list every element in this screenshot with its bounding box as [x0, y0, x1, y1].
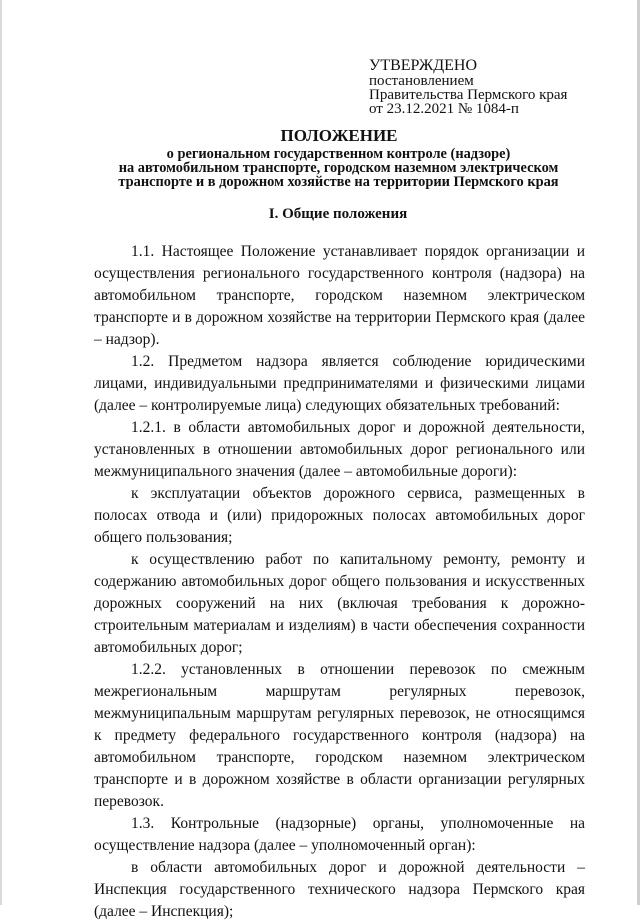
approval-date-number: от 23.12.2021 № 1084-п — [369, 101, 519, 117]
paragraph: 1.1. Настоящее Положение устанавливает порядок организации и осуществления регионального государственного контроля (надзора) на автомобильном транспорте, городском наземном электрическом транспорте и в дорожном хозяйстве на территории Пермского края (далее – надзор). — [94, 243, 585, 348]
approval-heading: УТВЕРЖДЕНО — [369, 57, 478, 74]
section-heading: I. Общие положения — [268, 206, 408, 222]
approval-stamp — [369, 57, 567, 116]
paragraph: к эксплуатации объектов дорожного сервиса, размещенных в полосах отвода и (или) придорожных полосах автомобильных дорог общего пользования; — [94, 485, 585, 546]
approval-line: Правительства Пермского края — [369, 87, 568, 103]
approval-line: постановлением — [369, 73, 474, 89]
paragraph: 1.3. Контрольные (надзорные) органы, уполномоченные на осуществление надзора (далее – уполномоченный орган): — [94, 815, 585, 854]
paragraph: 1.2.1. в области автомобильных дорог и дорожной деятельности, установленных в отношении автомобильных дорог регионального или межмуниципального значения (далее – автомобильные дороги): — [94, 419, 585, 480]
document-subtitle — [91, 147, 586, 189]
paragraph: 1.2.2. установленных в отношении перевозок по смежным межрегиональным маршрутам регулярных перевозок, межмуниципальным маршрутам регулярных перевозок, не относящимся к предмету федерального государственного контроля (надзора) на автомобильном транспорте, городском наземном электрическом транспорте и в дорожном хозяйстве в области организации регулярных перевозок. — [94, 661, 585, 810]
document-title: ПОЛОЖЕНИЕ — [280, 126, 398, 145]
subtitle-line: о региональном государственном контроле (надзоре) — [166, 146, 511, 162]
paragraph: 1.2. Предметом надзора является соблюдение юридическими лицами, индивидуальными предпринимателями и физическими лицами (далее – контролируемые лица) следующих обязательных требований: — [94, 353, 585, 414]
paragraph: к осуществлению работ по капитальному ремонту, ремонту и содержанию автомобильных дорог общего пользования и искусственных дорожных сооружений на них (включая требования к дорожно-строительным материалам и изделиям) в части обеспечения сохранности автомобильных дорог; — [94, 551, 585, 656]
subtitle-line: транспорте и в дорожном хозяйстве на территории Пермского края — [118, 174, 559, 190]
document-body — [94, 241, 585, 923]
paragraph: в области автомобильных дорог и дорожной деятельности – Инспекция государственного технического надзора Пермского края (далее – Инспекция); — [94, 859, 585, 920]
subtitle-line: на автомобильном транспорте, городском наземном электрическом — [118, 160, 559, 176]
